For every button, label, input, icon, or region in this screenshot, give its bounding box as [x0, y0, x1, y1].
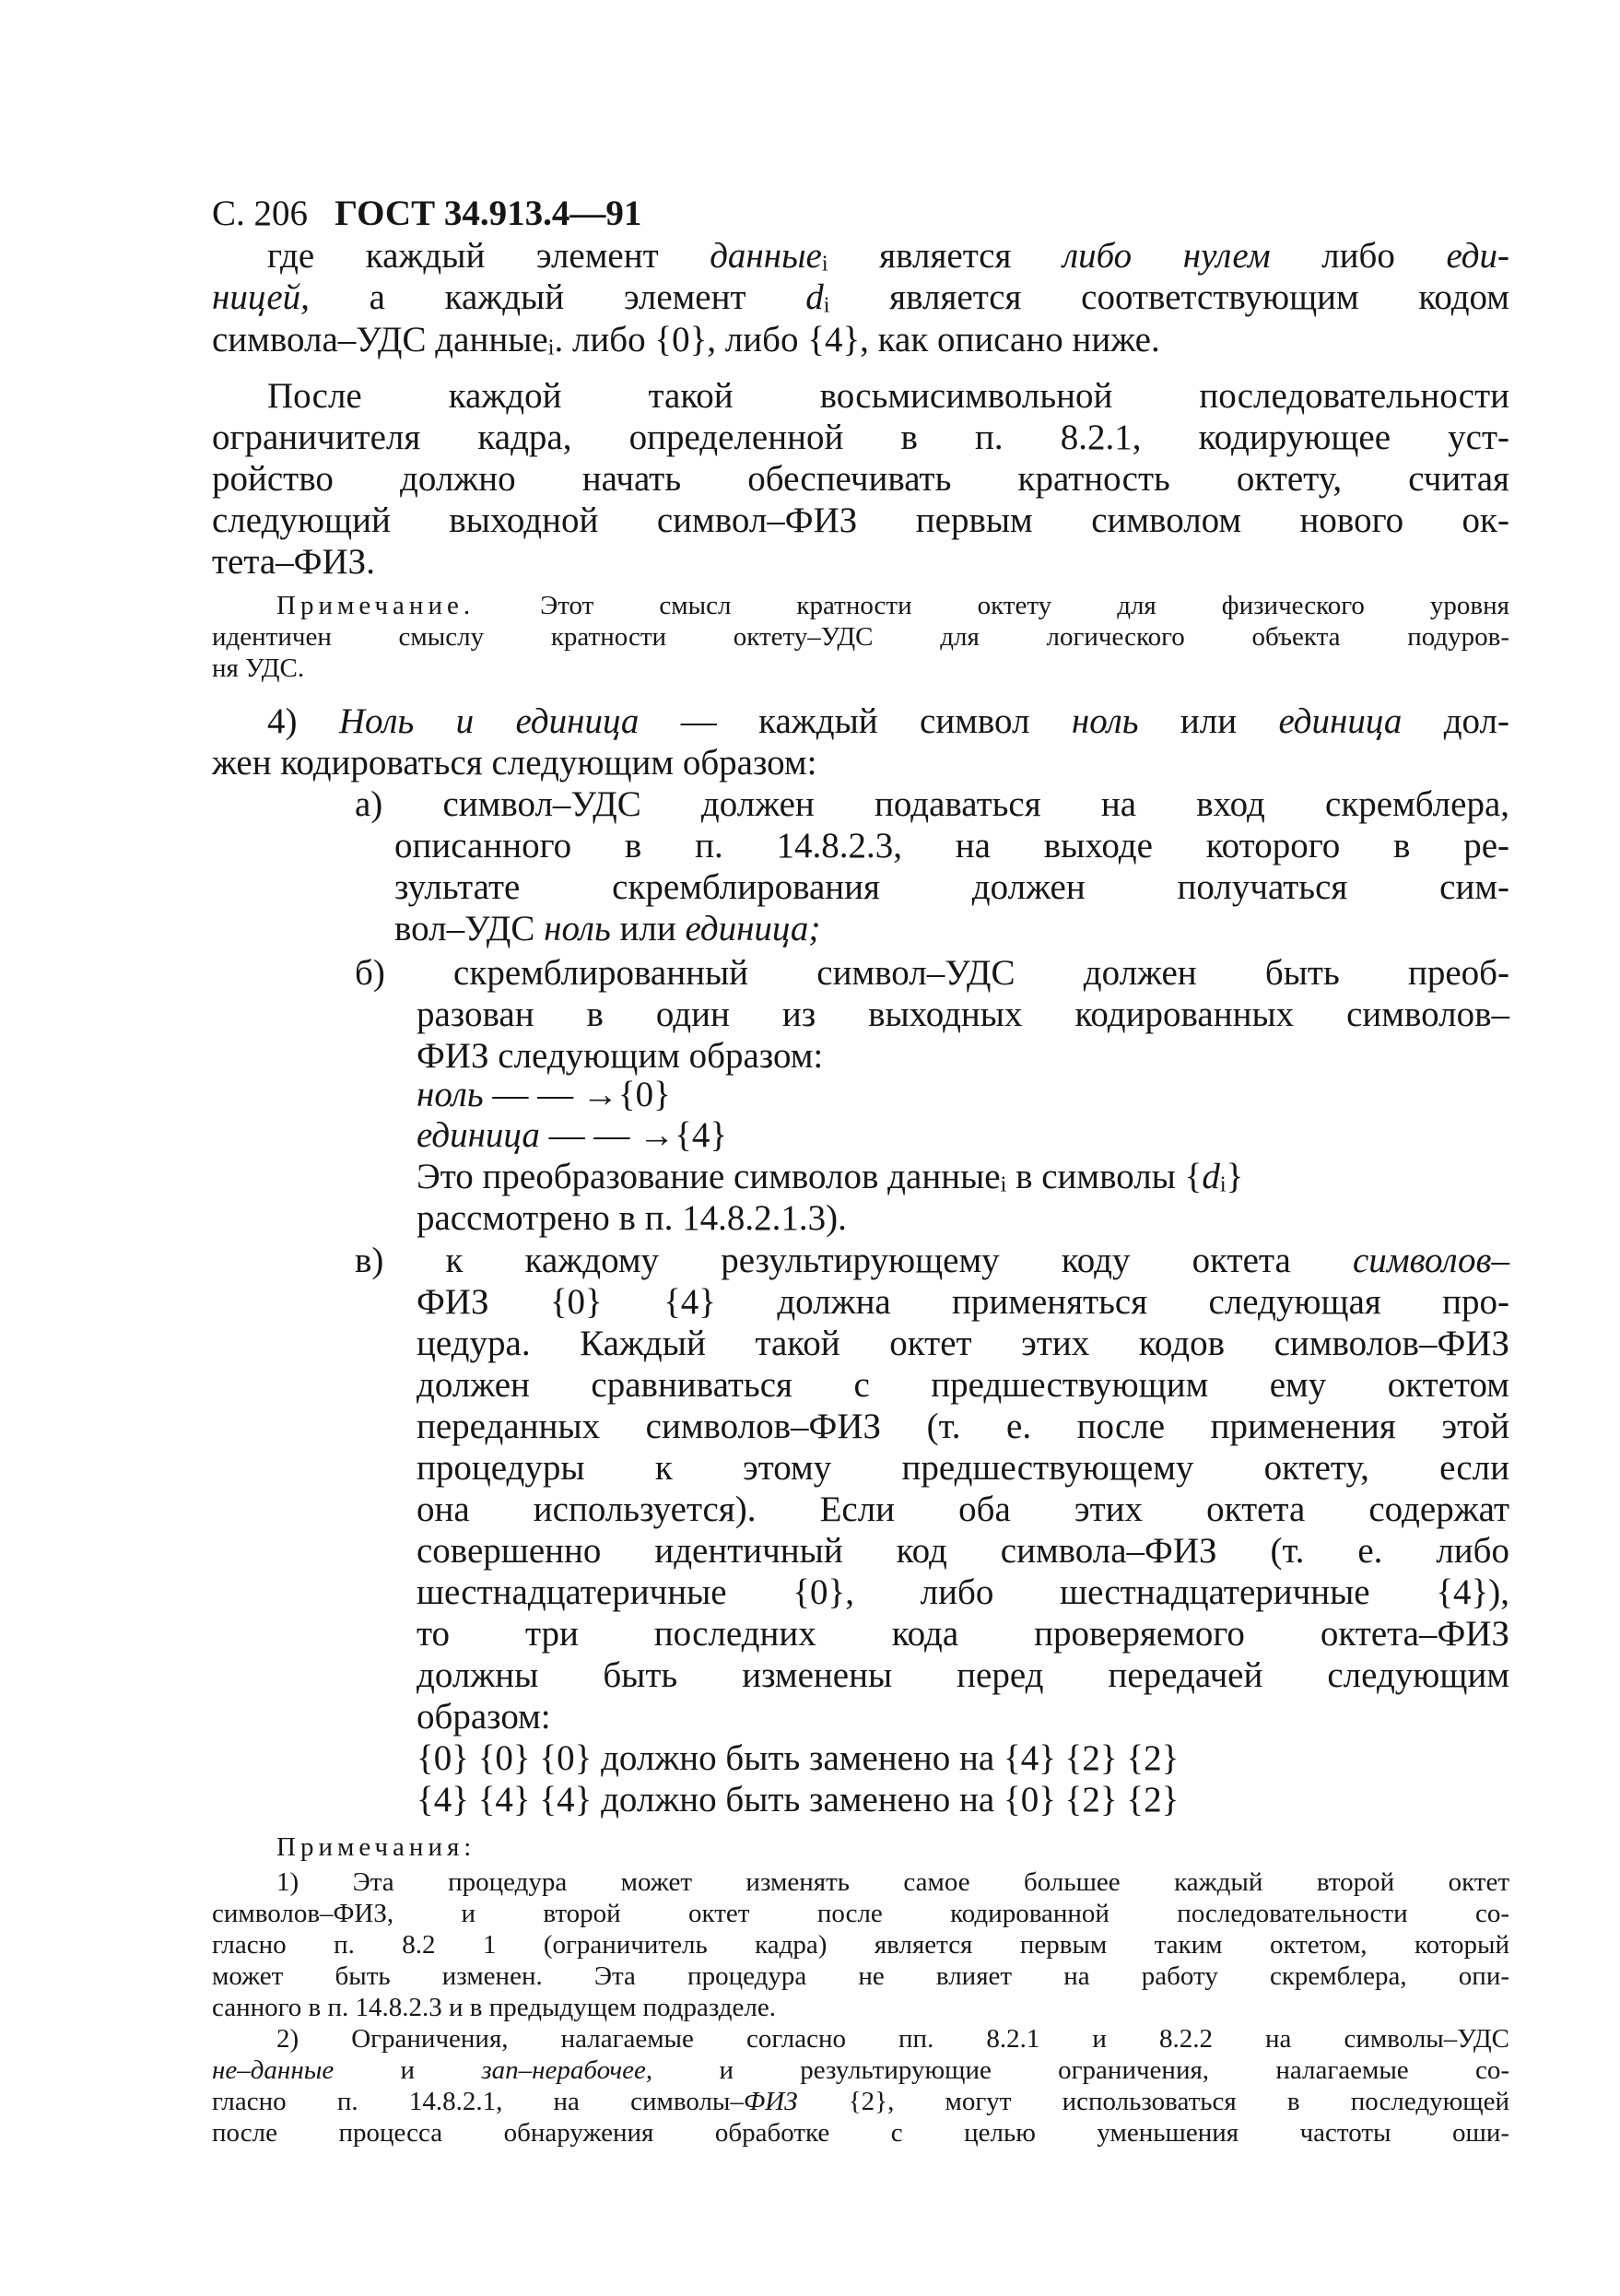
text-line-iv-l4	[417, 1367, 1509, 1403]
text-segment: где каждый элемент	[267, 236, 710, 276]
text-line-ia-l1	[355, 786, 1509, 822]
text-segment: цедура. Каждый такой октет этих кодов символов–ФИЗ	[417, 1324, 1509, 1363]
text-line-n2-l3	[212, 1932, 1509, 1959]
text-segment: ноль	[417, 1075, 484, 1114]
text-segment: или	[610, 909, 686, 948]
text-line-iv-l5	[417, 1408, 1509, 1444]
text-line-n2-l8	[212, 2089, 1509, 2115]
text-line-iv-l7	[417, 1491, 1509, 1527]
text-segment: ноль	[1071, 701, 1139, 741]
text-line-p2-l1	[267, 378, 1509, 414]
text-segment: 2) Ограничения, налагаемые согласно пп. 8.2.1 и 8.2.2 на символы–УДС	[276, 2024, 1509, 2054]
text-line-i4-l1	[267, 703, 1509, 739]
text-segment: еди-	[1446, 236, 1509, 276]
text-line-n2-head	[276, 1834, 829, 1861]
text-segment: идентичен смыслу кратности октету–УДС для логического объекта подуров-	[212, 622, 1509, 652]
text-line-p1-l1	[267, 236, 1509, 277]
text-line-iv-l11	[417, 1657, 1509, 1693]
text-segment: в символы {	[1006, 1157, 1203, 1196]
text-line-ib-l1	[355, 955, 1509, 991]
text-segment: ограничителя кадра, определенной в п. 8.2.1, кодирующее уст-	[212, 418, 1509, 457]
text-line-p2-l5	[212, 544, 765, 580]
text-line-ia-l2	[394, 828, 1509, 864]
text-segment: должен сравниваться с предшествующим ему октетом	[417, 1365, 1509, 1405]
text-segment: должны быть изменены перед передачей следующим	[417, 1655, 1509, 1695]
text-line-n2-l7	[212, 2057, 1509, 2084]
text-line-iv-l13	[417, 1740, 1338, 1776]
text-line-n2-l6	[276, 2026, 1509, 2053]
text-line-iv-l10	[417, 1616, 1509, 1652]
text-segment: рассмотрено в п. 14.8.2.1.3).	[417, 1198, 847, 1238]
text-line-p2-l3	[212, 461, 1509, 497]
text-line-iv-l6	[417, 1450, 1509, 1486]
text-segment: совершенно идентичный код символа–ФИЗ (т. е. либо	[417, 1531, 1509, 1571]
text-line-n1-l3	[212, 655, 581, 682]
text-line-ia-l4	[394, 911, 1224, 947]
text-line-n2-l1	[276, 1869, 1509, 1896]
text-segment: разован в один из выходных кодированных символов–	[417, 995, 1509, 1034]
text-line-iv-l2	[417, 1284, 1509, 1320]
text-line-iv-l12	[417, 1699, 969, 1735]
text-segment: — — →{0}	[483, 1075, 671, 1114]
text-segment: санного в п. 14.8.2.3 и в предыдущем подразделе.	[212, 1993, 777, 2022]
text-segment: i	[821, 251, 828, 277]
text-segment: i	[823, 292, 830, 318]
page-header	[212, 195, 641, 231]
text-segment: то три последних кода проверяемого октета–ФИЗ	[417, 1614, 1509, 1654]
text-segment: i	[547, 335, 555, 360]
text-segment: — — →{4}	[539, 1115, 728, 1155]
page-number: С. 206	[212, 194, 309, 233]
text-line-p2-l4	[212, 502, 1509, 538]
text-segment: ФИЗ {0} {4} должна применяться следующая про-	[417, 1282, 1509, 1322]
text-line-ib-l2	[417, 996, 1509, 1032]
text-segment: гласно п. 8.2 1 (ограничитель кадра) является первым таким октетом, который	[212, 1930, 1509, 1960]
text-segment: — каждый символ	[639, 701, 1072, 741]
text-segment: после процесса обнаружения обработке с целью уменьшения частоты оши-	[212, 2118, 1509, 2148]
text-segment: {4} {4} {4} должно быть заменено на {0} {2} {2}	[417, 1780, 1180, 1819]
text-segment: ФИЗ следующим образом:	[417, 1036, 824, 1076]
text-line-n2-l4	[212, 1963, 1509, 1990]
text-segment: ноль	[544, 909, 611, 948]
text-segment: является соответствующим кодом	[829, 277, 1509, 317]
text-segment: зультате скремблирования должен получаться сим-	[394, 867, 1509, 907]
text-segment: является	[828, 236, 1063, 276]
text-segment: 1) Эта процедура может изменять самое большее каждый второй октет	[276, 1867, 1509, 1897]
text-line-n2-l5	[212, 1995, 1133, 2021]
text-segment: описанного в п. 14.8.2.3, на выходе которого в ре-	[394, 826, 1509, 865]
text-line-ib-l7	[417, 1200, 1338, 1236]
text-segment: а каждый элемент	[309, 277, 806, 317]
text-line-p2-l2	[212, 419, 1509, 455]
text-segment: единица	[1278, 701, 1403, 741]
text-segment: единица	[417, 1115, 540, 1155]
text-segment: а) символ–УДС должен подаваться на вход скремблера,	[355, 784, 1509, 824]
text-segment: следующий выходной символ–ФИЗ первым символом нового ок-	[212, 500, 1509, 540]
text-segment: либо	[1270, 236, 1447, 276]
text-line-i4-l2	[212, 745, 1133, 781]
text-segment: зап–нерабочее,	[481, 2055, 653, 2085]
text-segment: в) к каждому результирующему коду октета	[355, 1241, 1353, 1280]
text-line-ib-l6	[417, 1159, 1509, 1195]
text-segment: не–данные	[212, 2055, 335, 2085]
text-segment: может быть изменен. Эта процедура не влияет на работу скремблера, опи-	[212, 1961, 1509, 1991]
text-segment: ФИЗ	[743, 2087, 798, 2116]
text-segment: либо нулем	[1062, 236, 1271, 276]
text-segment: и результирующие ограничения, налагаемые со-	[652, 2055, 1509, 2085]
text-segment: жен кодироваться следующим образом:	[212, 743, 817, 783]
text-line-n1-l2	[212, 624, 1509, 651]
text-segment: i	[1000, 1172, 1007, 1197]
text-segment: }	[1226, 1157, 1244, 1196]
text-line-iv-l3	[417, 1325, 1509, 1361]
text-segment: символа–УДС данные	[212, 320, 548, 359]
text-segment: данные	[710, 236, 822, 276]
standard-code: ГОСТ 34.913.4—91	[335, 194, 642, 233]
text-segment: . либо {0}, либо {4}, как описано ниже.	[554, 320, 1160, 359]
text-line-iv-l1	[355, 1242, 1509, 1278]
text-segment: Примечания:	[276, 1832, 476, 1862]
text-segment: Примечание.	[276, 591, 475, 620]
text-line-n2-l9	[212, 2120, 1509, 2147]
text-segment: дол-	[1402, 701, 1509, 741]
text-segment: единица;	[685, 909, 821, 948]
text-segment: образом:	[417, 1697, 551, 1737]
text-segment: переданных символов–ФИЗ (т. е. после применения этой	[417, 1407, 1509, 1446]
text-segment: {2}, могут использоваться в последующей	[797, 2087, 1509, 2116]
text-segment: ройство должно начать обеспечивать кратность октету, считая	[212, 459, 1509, 499]
text-segment: или	[1138, 701, 1279, 741]
text-segment: символов–	[1352, 1241, 1509, 1280]
text-segment: вол–УДС	[394, 909, 545, 948]
text-segment: она используется). Если оба этих октета содержат	[417, 1489, 1509, 1529]
text-segment: ня УДС.	[212, 653, 305, 683]
text-segment: тета–ФИЗ.	[212, 542, 375, 582]
text-segment: и	[334, 2055, 482, 2085]
text-line-iv-l8	[417, 1533, 1509, 1569]
text-line-iv-l14	[417, 1782, 1338, 1818]
text-line-ib-l5	[417, 1117, 1062, 1153]
text-line-n1-l1	[276, 593, 1509, 619]
text-segment: Это преобразование символов данные	[417, 1157, 1001, 1196]
text-segment: Этот смысл кратности октету для физического уровня	[475, 591, 1509, 620]
text-segment: Ноль и единица	[338, 701, 640, 741]
text-segment: процедуры к этому предшествующему октету, если	[417, 1448, 1509, 1488]
text-segment: б) скремблированный символ–УДС должен быть преоб-	[355, 953, 1509, 993]
text-line-n2-l2	[212, 1901, 1509, 1927]
text-line-p1-l2	[212, 277, 1509, 318]
text-segment: После каждой такой восьмисимвольной последовательности	[267, 376, 1509, 416]
text-line-ia-l3	[394, 869, 1509, 905]
text-segment: символов–ФИЗ, и второй октет после кодированной последовательности со-	[212, 1899, 1509, 1928]
text-line-ib-l4	[417, 1077, 1062, 1113]
text-segment: ницей,	[212, 277, 310, 317]
text-segment: i	[1219, 1172, 1227, 1197]
text-segment: d	[805, 277, 824, 317]
text-line-ib-l3	[417, 1038, 1246, 1074]
text-segment: 4)	[267, 701, 339, 741]
text-segment: шестнадцатеричные {0}, либо шестнадцатеричные {4}),	[417, 1572, 1509, 1612]
text-segment: {0} {0} {0} должно быть заменено на {4} {2} {2}	[417, 1738, 1180, 1778]
text-line-iv-l9	[417, 1574, 1509, 1610]
text-segment: d	[1202, 1157, 1220, 1196]
text-line-p1-l3	[212, 322, 1373, 358]
text-segment: гласно п. 14.8.2.1, на символы–	[212, 2087, 744, 2116]
